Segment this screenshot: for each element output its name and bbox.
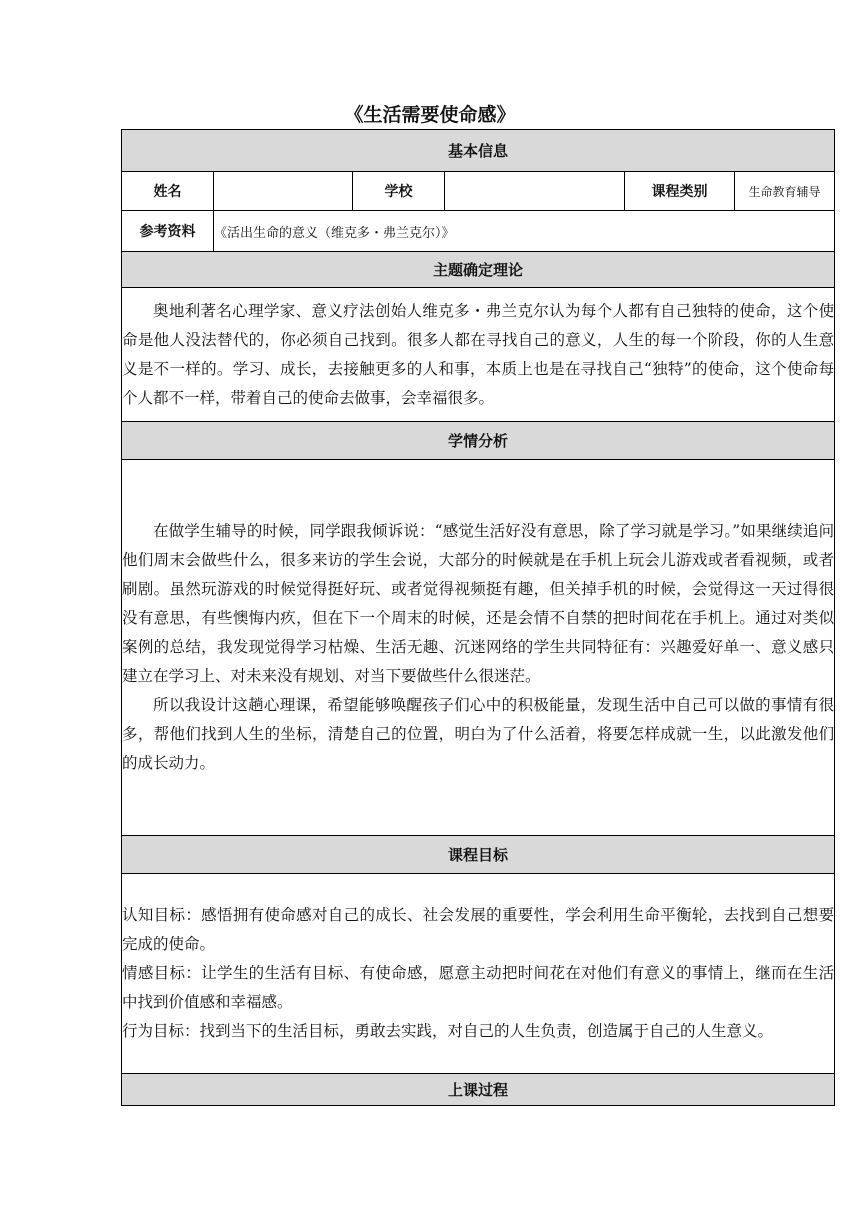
- category-label: 课程类别: [625, 172, 735, 211]
- analysis-paragraph-1: 在做学生辅导的时候，同学跟我倾诉说：“感觉生活好没有意思，除了学习就是学习。”如果继续追问他们周末会做些什么，很多来访的学生会说，大部分的时候就是在手机上玩会儿游戏或者看视频，或者刷剧。虽然玩游戏的时候觉得挺好玩、或者觉得视频挺有趣，但关掉手机的时候，会觉得这一天过得很没有意思，有些懊悔内疚，但在下一个周末的时候，还是会情不自禁的把时间花在手机上。通过对类似案例的总结，我发现觉得学习枯燥、生活无趣、沉迷网络的学生共同特征有：兴趣爱好单一、意义感只建立在学习上、对未来没有规划、对当下要做些什么很迷茫。: [122, 522, 835, 685]
- process-header: 上课过程: [122, 1074, 835, 1106]
- behavioral-goal: 行为目标：找到当下的生活目标，勇敢去实践，对自己的人生负责，创造属于自己的人生意义。: [122, 1022, 774, 1040]
- category-value: 生命教育辅导: [735, 172, 835, 211]
- school-value: [445, 172, 625, 211]
- goals-content: [122, 874, 835, 1074]
- name-label: 姓名: [122, 172, 214, 211]
- reference-value: 《活出生命的意义（维克多・弗兰克尔）》: [214, 211, 835, 252]
- analysis-paragraph-2: 所以我设计这趟心理课，希望能够唤醒孩子们心中的积极能量，发现生活中自己可以做的事情有很多，帮他们找到人生的坐标，清楚自己的位置，明白为了什么活着，将要怎样成就一生，以此激发他们的成长动力。: [122, 696, 835, 772]
- theory-content: [122, 288, 835, 422]
- theory-header: 主题确定理论: [122, 252, 835, 288]
- goals-header: 课程目标: [122, 836, 835, 874]
- emotional-goal: 情感目标：让学生的生活有目标、有使命感，愿意主动把时间花在对他们有意义的事情上，继而在生活中找到价值感和幸福感。: [122, 964, 835, 1011]
- lesson-plan-table: [121, 129, 835, 1106]
- analysis-content: [122, 460, 835, 836]
- reference-label: 参考资料: [122, 211, 214, 252]
- school-label: 学校: [353, 172, 445, 211]
- name-value: [214, 172, 353, 211]
- analysis-header: 学情分析: [122, 422, 835, 460]
- cognitive-goal: 认知目标：感悟拥有使命感对自己的成长、社会发展的重要性，学会利用生命平衡轮，去找到自己想要完成的使命。: [122, 906, 835, 953]
- basic-info-header: 基本信息: [122, 130, 835, 172]
- theory-paragraph: 奥地利著名心理学家、意义疗法创始人维克多・弗兰克尔认为每个人都有自己独特的使命，这个使命是他人没法替代的，你必须自己找到。很多人都在寻找自己的意义，人生的每一个阶段，你的人生意义是不一样的。学习、成长，去接触更多的人和事，本质上也是在寻找自己“独特”的使命，这个使命每个人都不一样，带着自己的使命去做事，会幸福很多。: [122, 301, 835, 407]
- page-title: 《生活需要使命感》: [344, 104, 516, 126]
